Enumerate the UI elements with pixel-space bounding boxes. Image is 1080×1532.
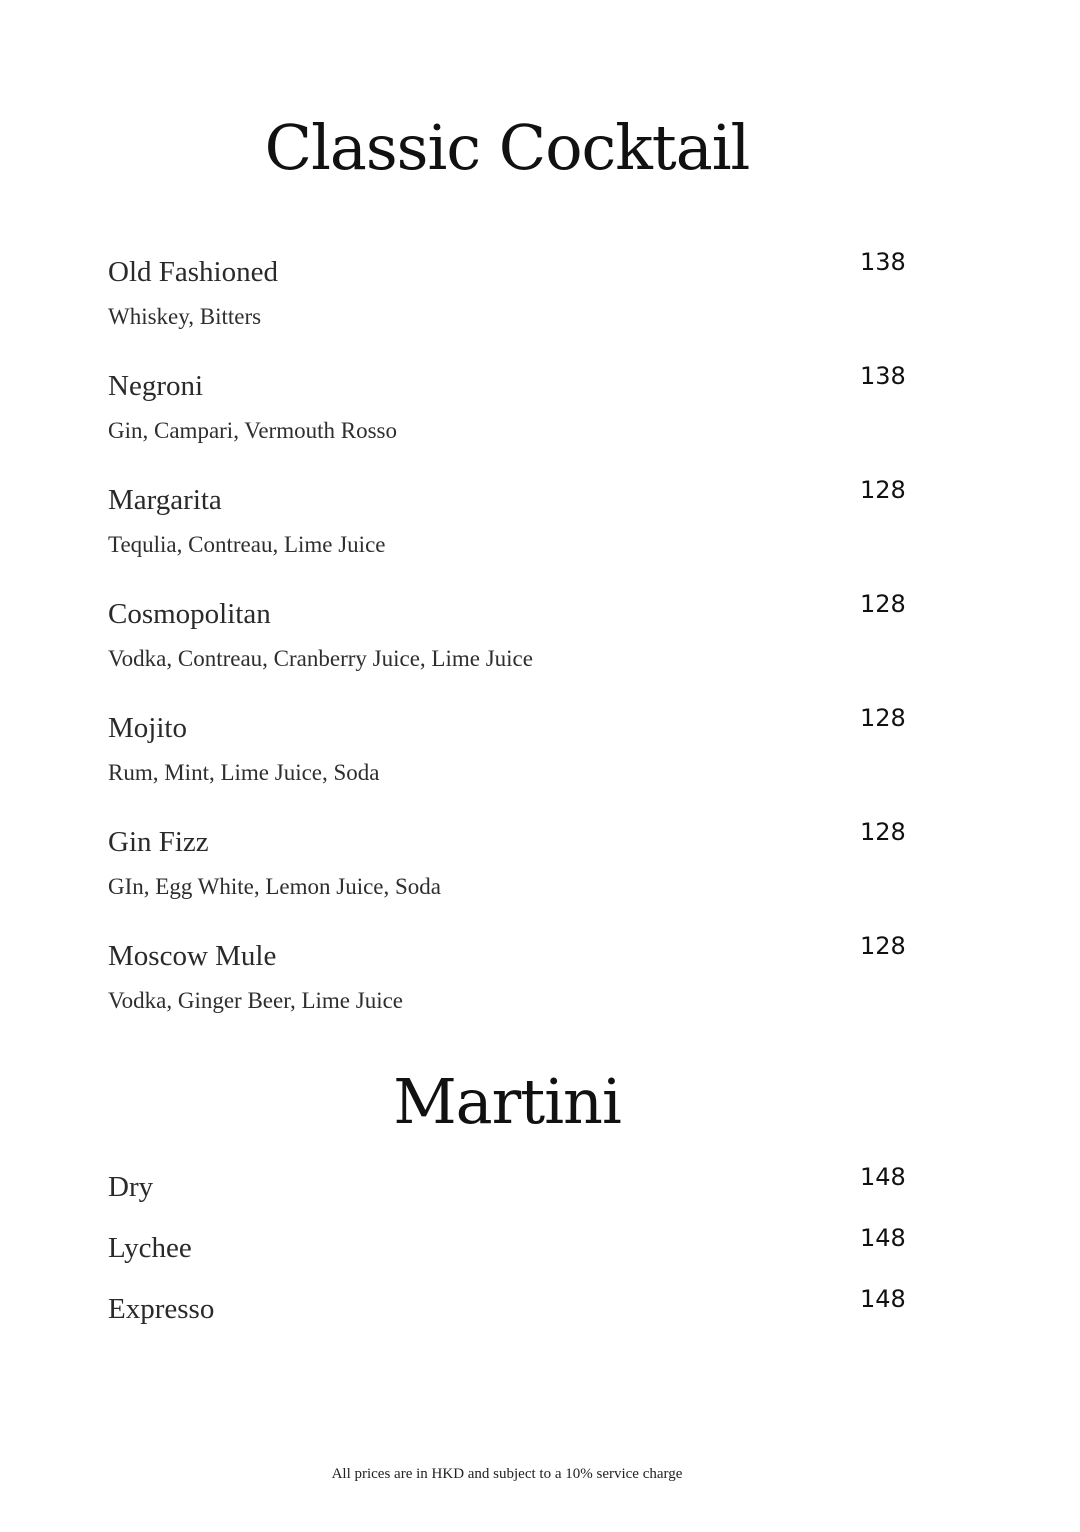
- item-description: GIn, Egg White, Lemon Juice, Soda: [108, 874, 442, 899]
- item-name: Negroni: [108, 370, 204, 402]
- item-price: 128: [860, 476, 906, 504]
- item-name: Gin Fizz: [108, 826, 209, 858]
- martini-title: Martini: [393, 1065, 621, 1138]
- item-name: Old Fashioned: [108, 256, 278, 288]
- item-price: 138: [860, 248, 906, 276]
- item-name: Mojito: [108, 712, 187, 744]
- item-name: Moscow Mule: [108, 940, 277, 972]
- item-price: 148: [860, 1285, 906, 1313]
- item-name: Expresso: [108, 1293, 215, 1325]
- item-name: Cosmopolitan: [108, 598, 271, 630]
- item-name: Margarita: [108, 484, 222, 516]
- item-price: 148: [860, 1163, 906, 1191]
- item-description: Vodka, Ginger Beer, Lime Juice: [108, 988, 404, 1013]
- classic-cocktail-title: Classic Cocktail: [264, 111, 750, 184]
- item-price: 128: [860, 590, 906, 618]
- item-name: Lychee: [108, 1232, 192, 1264]
- item-price: 128: [860, 932, 906, 960]
- item-price: 128: [860, 704, 906, 732]
- item-price: 128: [860, 818, 906, 846]
- item-description: Rum, Mint, Lime Juice, Soda: [108, 760, 380, 785]
- item-description: Tequlia, Contreau, Lime Juice: [108, 532, 386, 557]
- item-name: Dry: [108, 1171, 154, 1203]
- item-price: 138: [860, 362, 906, 390]
- service-charge-note: All prices are in HKD and subject to a 10% service charge: [331, 1466, 683, 1482]
- item-description: Vodka, Contreau, Cranberry Juice, Lime Juice: [108, 646, 533, 671]
- item-description: Whiskey, Bitters: [108, 304, 262, 329]
- item-description: Gin, Campari, Vermouth Rosso: [108, 418, 397, 443]
- item-price: 148: [860, 1224, 906, 1252]
